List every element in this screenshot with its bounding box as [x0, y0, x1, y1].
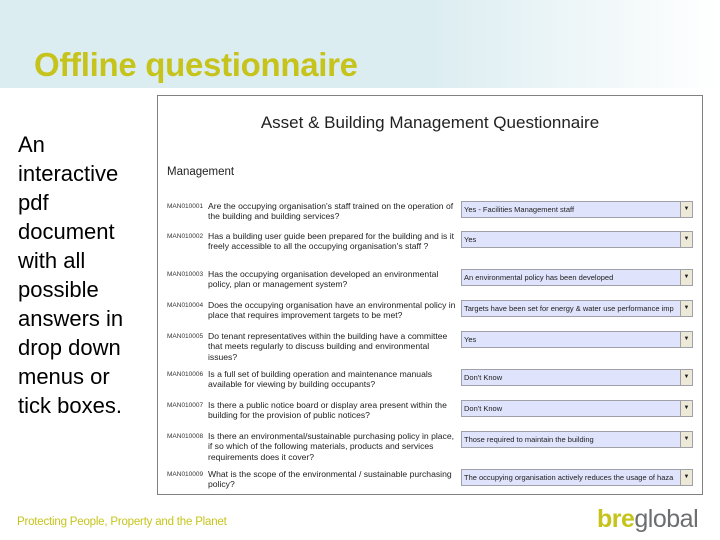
slide-description: An interactive pdf document with all possible answers in drop down menus or tick boxes. — [18, 132, 124, 418]
answer-dropdown[interactable] — [461, 331, 693, 348]
chevron-down-icon[interactable]: ▼ — [680, 232, 692, 247]
question-text: Has a building user guide been prepared for the building and is it freely accessible to all the occupying organisation's staff ? — [208, 231, 455, 252]
dropdown-value: An environmental policy has been developed — [464, 273, 614, 282]
breglobal-logo: breglobal — [597, 505, 699, 533]
question-code: MAN010006 — [167, 371, 204, 378]
question-code: MAN010003 — [167, 271, 204, 278]
question-code: MAN010007 — [167, 402, 204, 409]
question-code: MAN010009 — [167, 471, 204, 478]
question-code: MAN010002 — [167, 233, 204, 240]
document-title: Asset & Building Management Questionnaire — [260, 113, 600, 132]
question-text: What is the scope of the environmental / sustainable purchasing policy? — [208, 469, 452, 490]
question-code: MAN010004 — [167, 302, 204, 309]
dropdown-value: The occupying organisation actively reduces the usage of haza — [464, 473, 674, 482]
chevron-down-icon[interactable]: ▼ — [680, 432, 692, 447]
dropdown-value: Those required to maintain the building — [464, 435, 594, 444]
question-text: Do tenant representatives within the building have a committee that meets regularly to discuss building and environmental issues? — [208, 331, 448, 362]
chevron-down-icon[interactable]: ▼ — [680, 370, 692, 385]
question-text: Is there a public notice board or display area present within the building for the provision of public notices? — [208, 400, 447, 421]
dropdown-value: Don't Know — [464, 404, 503, 413]
answer-dropdown[interactable] — [461, 231, 693, 248]
dropdown-value: Yes — [464, 335, 477, 344]
answer-dropdown[interactable] — [461, 431, 693, 448]
dropdown-value: Don't Know — [464, 373, 503, 382]
dropdown-value: Yes - Facilities Management staff — [464, 205, 575, 214]
question-code: MAN010005 — [167, 333, 204, 340]
answer-dropdown[interactable] — [461, 469, 693, 486]
chevron-down-icon[interactable]: ▼ — [680, 270, 692, 285]
answer-dropdown[interactable] — [461, 300, 693, 317]
question-code: MAN010008 — [167, 433, 204, 440]
chevron-down-icon[interactable]: ▼ — [680, 332, 692, 347]
question-text: Is a full set of building operation and maintenance manuals available for viewing by building occupants? — [208, 369, 433, 390]
question-text: Is there an environmental/sustainable purchasing policy in place, if so which of the following materials, products and services requirements does it cover? — [208, 431, 455, 462]
answer-dropdown[interactable] — [461, 201, 693, 218]
dropdown-value: Targets have been set for energy & water use performance imp — [464, 304, 674, 313]
answer-dropdown[interactable] — [461, 369, 693, 386]
chevron-down-icon[interactable]: ▼ — [680, 470, 692, 485]
chevron-down-icon[interactable]: ▼ — [680, 301, 692, 316]
tagline: Protecting People, Property and the Planet — [17, 516, 227, 528]
question-text: Are the occupying organisation's staff trained on the operation of the building and building services? — [208, 201, 454, 222]
question-code: MAN010001 — [167, 203, 204, 210]
question-text: Does the occupying organisation have an environmental policy in place that requires improvement targets to be met? — [208, 300, 456, 321]
dropdown-value: Yes — [464, 235, 477, 244]
chevron-down-icon[interactable]: ▼ — [680, 401, 692, 416]
answer-dropdown[interactable] — [461, 269, 693, 286]
answer-dropdown[interactable] — [461, 400, 693, 417]
question-text: Has the occupying organisation developed an environmental policy, plan or management system? — [208, 269, 439, 290]
section-heading: Management — [167, 166, 235, 178]
questionnaire-document — [157, 95, 703, 495]
slide-title: Offline questionnaire — [34, 46, 358, 83]
chevron-down-icon[interactable]: ▼ — [680, 202, 692, 217]
